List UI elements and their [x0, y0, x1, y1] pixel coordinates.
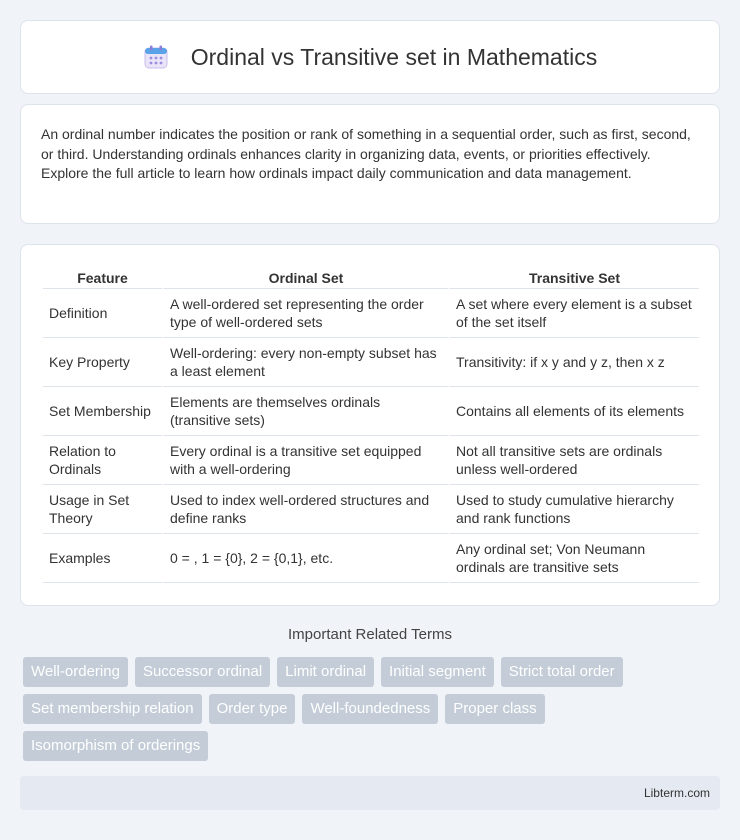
feature-cell: Key Property: [43, 338, 162, 387]
related-term-tag[interactable]: Order type: [209, 694, 296, 724]
comparison-table-card: [20, 244, 720, 606]
feature-cell: Relation to Ordinals: [43, 436, 162, 485]
table-row: [43, 534, 699, 583]
ordinal-cell: A well-ordered set representing the order type of well-ordered sets: [162, 289, 448, 338]
related-term-tag[interactable]: Proper class: [445, 694, 544, 724]
related-term-tag[interactable]: Set membership relation: [23, 694, 202, 724]
feature-cell: Set Membership: [43, 387, 162, 436]
feature-cell: Definition: [43, 289, 162, 338]
calendar-icon: [143, 44, 169, 70]
related-term-tag[interactable]: Limit ordinal: [277, 657, 374, 687]
transitive-cell: A set where every element is a subset of the set itself: [448, 289, 699, 338]
related-term-tag[interactable]: Well-ordering: [23, 657, 128, 687]
transitive-cell: Used to study cumulative hierarchy and rank functions: [448, 485, 699, 534]
related-term-tag[interactable]: Strict total order: [501, 657, 623, 687]
header: [143, 44, 597, 71]
page-title: Ordinal vs Transitive set in Mathematics: [190, 43, 598, 70]
footer-site-link[interactable]: Libterm.com: [643, 786, 710, 800]
table-row: [43, 289, 699, 338]
table-row: [43, 387, 699, 436]
footer: [20, 776, 720, 810]
transitive-cell: Any ordinal set; Von Neumann ordinals are transitive sets: [448, 534, 699, 583]
table-row: [43, 338, 699, 387]
column-header-ordinal-set: Ordinal Set: [162, 263, 448, 289]
table-header-row: [43, 263, 699, 289]
related-term-tag[interactable]: Well-foundedness: [302, 694, 438, 724]
transitive-cell: Not all transitive sets are ordinals unless well-ordered: [448, 436, 699, 485]
table-row: [43, 436, 699, 485]
transitive-cell: Transitivity: if x y and y z, then x z: [448, 338, 699, 387]
intro-text: An ordinal number indicates the position or rank of something in a sequential order, such as first, second, or third. Understanding ordinals enhances clarity in organizing data, events, or priorities effectively. Explore the full article to learn how ordinals impact daily communication and data management.: [41, 126, 691, 181]
ordinal-cell: Every ordinal is a transitive set equipped with a well-ordering: [162, 436, 448, 485]
ordinal-cell: Elements are themselves ordinals (transitive sets): [162, 387, 448, 436]
transitive-cell: Contains all elements of its elements: [448, 387, 699, 436]
ordinal-cell: Used to index well-ordered structures and define ranks: [162, 485, 448, 534]
column-header-transitive-set: Transitive Set: [448, 263, 699, 289]
feature-cell: Examples: [43, 534, 162, 583]
header-card: [20, 20, 720, 94]
related-term-tag[interactable]: Isomorphism of orderings: [23, 731, 208, 761]
ordinal-cell: 0 = , 1 = {0}, 2 = {0,1}, etc.: [162, 534, 448, 583]
table-row: [43, 485, 699, 534]
comparison-table: [43, 263, 699, 583]
column-header-feature: Feature: [43, 263, 162, 289]
related-term-tag[interactable]: Successor ordinal: [135, 657, 270, 687]
ordinal-cell: Well-ordering: every non-empty subset has a least element: [162, 338, 448, 387]
feature-cell: Usage in Set Theory: [43, 485, 162, 534]
related-terms-title: Important Related Terms: [288, 626, 452, 643]
related-terms-list: [23, 657, 723, 761]
intro-card: [20, 104, 720, 224]
related-term-tag[interactable]: Initial segment: [381, 657, 494, 687]
